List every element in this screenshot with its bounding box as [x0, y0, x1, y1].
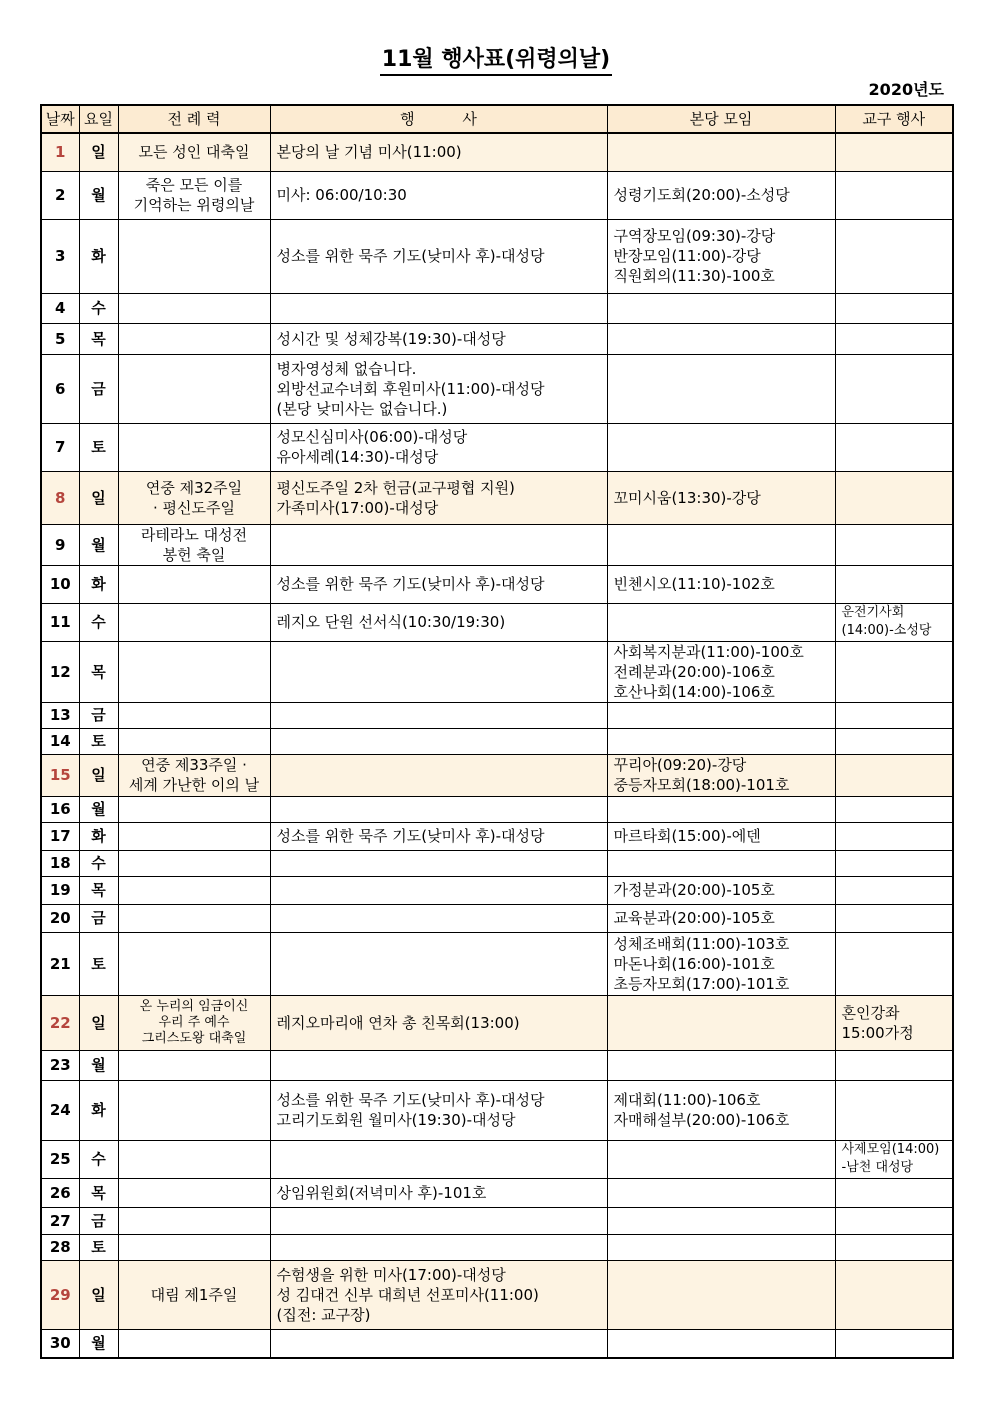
events-cell: [270, 354, 607, 423]
liturgy-cell: [118, 603, 270, 641]
liturgy-cell: [118, 171, 270, 219]
weekday-cell: 월: [79, 171, 118, 219]
liturgy-cell-line: 대림 제1주일: [150, 1285, 238, 1304]
parish-cell-line: 제대회(11:00)-106호: [613, 1091, 761, 1109]
events-cell-line: 상임위원회(저녁미사 후)-101호: [276, 1183, 487, 1202]
parish-cell: [607, 702, 835, 728]
diocese-cell: [835, 1178, 953, 1207]
events-cell: [270, 995, 607, 1050]
parish-cell: [607, 641, 835, 702]
events-cell: [270, 850, 607, 876]
liturgy-cell-line: 연중 제32주일: [145, 478, 243, 497]
events-cell: [270, 1329, 607, 1358]
parish-cell-line: 중등자모회(18:00)-101호: [613, 776, 790, 794]
date-cell: 7: [41, 423, 79, 471]
liturgy-cell: [118, 1080, 270, 1140]
table-row: [41, 995, 953, 1050]
diocese-cell: [835, 219, 953, 293]
weekday-cell: 금: [79, 904, 118, 932]
events-cell-line: 성모신심미사(06:00)-대성당: [276, 428, 468, 446]
schedule-table: [40, 104, 954, 1359]
table-row: [41, 354, 953, 423]
events-cell: [270, 603, 607, 641]
events-cell: [270, 293, 607, 323]
diocese-cell: [835, 603, 953, 641]
liturgy-cell: [118, 850, 270, 876]
date-cell: 10: [41, 565, 79, 603]
weekday-cell: 목: [79, 1178, 118, 1207]
events-cell-line: 성소를 위한 묵주 기도(낮미사 후)-대성당: [276, 1091, 545, 1109]
header-date: 날짜: [41, 105, 79, 133]
liturgy-cell: [118, 565, 270, 603]
events-cell-line: 미사: 06:00/10:30: [276, 186, 407, 204]
table-row: [41, 423, 953, 471]
table-row: [41, 1329, 953, 1358]
parish-cell: [607, 133, 835, 171]
liturgy-cell: [118, 1207, 270, 1234]
parish-cell: [607, 323, 835, 354]
date-cell: 18: [41, 850, 79, 876]
parish-cell: [607, 1260, 835, 1329]
diocese-cell: [835, 850, 953, 876]
parish-cell-line: 빈첸시오(11:10)-102호: [613, 575, 775, 593]
weekday-cell: 수: [79, 603, 118, 641]
liturgy-cell: [118, 1234, 270, 1260]
liturgy-cell: [118, 796, 270, 822]
diocese-cell: [835, 423, 953, 471]
events-cell: [270, 323, 607, 354]
weekday-cell: 금: [79, 1207, 118, 1234]
parish-cell-line: 호산나회(14:00)-106호: [613, 682, 775, 701]
liturgy-cell: [118, 423, 270, 471]
weekday-cell: 일: [79, 133, 118, 171]
events-cell-line: 성시간 및 성체강복(19:30)-대성당: [276, 329, 506, 348]
events-cell: [270, 1178, 607, 1207]
liturgy-cell: [118, 728, 270, 754]
date-cell: 20: [41, 904, 79, 932]
table-row: [41, 219, 953, 293]
liturgy-cell-line: 세계 가난한 이의 날: [128, 776, 260, 794]
diocese-cell-line: 사제모임(14:00): [841, 1142, 940, 1157]
events-cell: [270, 1260, 607, 1329]
events-cell-line: 유아세례(14:30)-대성당: [276, 448, 439, 466]
events-cell-line: (집전: 교구장): [276, 1305, 371, 1324]
events-cell: [270, 822, 607, 850]
table-row: [41, 850, 953, 876]
parish-cell: [607, 1050, 835, 1080]
events-cell: [270, 1207, 607, 1234]
parish-cell-line: 성령기도회(20:00)-소성당: [613, 186, 790, 204]
parish-cell: [607, 1178, 835, 1207]
header-parish: 본당 모임: [607, 105, 835, 133]
table-row: [41, 1080, 953, 1140]
liturgy-cell: [118, 1140, 270, 1178]
diocese-cell: [835, 323, 953, 354]
events-cell: [270, 219, 607, 293]
table-row: [41, 603, 953, 641]
date-cell: 25: [41, 1140, 79, 1178]
date-cell: 11: [41, 603, 79, 641]
parish-cell-line: 꾸리아(09:20)-강당: [613, 756, 747, 774]
table-row: [41, 171, 953, 219]
diocese-cell: [835, 728, 953, 754]
weekday-cell: 화: [79, 822, 118, 850]
events-cell-line: 병자영성체 없습니다.: [276, 359, 417, 378]
parish-cell-line: 초등자모회(17:00)-101호: [613, 974, 790, 993]
liturgy-cell-line: 그리스도왕 대축일: [141, 1030, 247, 1046]
weekday-cell: 수: [79, 850, 118, 876]
liturgy-cell: [118, 354, 270, 423]
weekday-cell: 토: [79, 423, 118, 471]
date-cell: 21: [41, 932, 79, 995]
title-text: 11월 행사표(위령의날): [380, 47, 612, 76]
liturgy-cell-line: 봉헌 축일: [162, 545, 226, 564]
diocese-cell: [835, 1080, 953, 1140]
parish-cell: [607, 1234, 835, 1260]
date-cell: 1: [41, 133, 79, 171]
parish-cell-line: 꼬미시움(13:30)-강당: [613, 488, 761, 507]
parish-cell-line: 자매해설부(20:00)-106호: [613, 1111, 790, 1129]
table-row: [41, 1178, 953, 1207]
diocese-cell: [835, 1140, 953, 1178]
table-row: [41, 754, 953, 796]
diocese-cell: [835, 796, 953, 822]
date-cell: 16: [41, 796, 79, 822]
events-cell-line: 성소를 위한 묵주 기도(낮미사 후)-대성당: [276, 575, 545, 593]
events-cell: [270, 1050, 607, 1080]
table-row: [41, 1234, 953, 1260]
parish-cell: [607, 995, 835, 1050]
date-cell: 3: [41, 219, 79, 293]
parish-cell: [607, 932, 835, 995]
diocese-cell: [835, 1207, 953, 1234]
date-cell: 4: [41, 293, 79, 323]
diocese-cell: [835, 524, 953, 565]
liturgy-cell: [118, 641, 270, 702]
events-cell: [270, 932, 607, 995]
parish-cell: [607, 904, 835, 932]
liturgy-cell: [118, 1329, 270, 1358]
parish-cell: [607, 1329, 835, 1358]
date-cell: 6: [41, 354, 79, 423]
events-cell: [270, 471, 607, 524]
date-cell: 13: [41, 702, 79, 728]
diocese-cell: [835, 133, 953, 171]
table-row: [41, 822, 953, 850]
parish-cell: [607, 219, 835, 293]
diocese-cell-line: 운전기사회: [841, 605, 905, 620]
weekday-cell: 월: [79, 1329, 118, 1358]
diocese-cell: [835, 565, 953, 603]
events-cell: [270, 641, 607, 702]
parish-cell: [607, 822, 835, 850]
weekday-cell: 토: [79, 1234, 118, 1260]
liturgy-cell-line: 모든 성인 대축일: [138, 143, 250, 162]
weekday-cell: 화: [79, 1080, 118, 1140]
liturgy-cell: [118, 323, 270, 354]
weekday-cell: 월: [79, 1050, 118, 1080]
parish-cell: [607, 471, 835, 524]
diocese-cell: [835, 1329, 953, 1358]
date-cell: 19: [41, 876, 79, 904]
weekday-cell: 일: [79, 995, 118, 1050]
table-row: [41, 876, 953, 904]
events-cell-line: 수험생을 위한 미사(17:00)-대성당: [276, 1265, 506, 1284]
table-row: [41, 323, 953, 354]
date-cell: 29: [41, 1260, 79, 1329]
date-cell: 12: [41, 641, 79, 702]
weekday-cell: 수: [79, 293, 118, 323]
weekday-cell: 일: [79, 1260, 118, 1329]
diocese-cell-line: (14:00)-소성당: [841, 623, 932, 638]
parish-cell-line: 마돈나회(16:00)-101호: [613, 954, 775, 973]
events-cell: [270, 524, 607, 565]
parish-cell: [607, 1207, 835, 1234]
table-row: [41, 904, 953, 932]
date-cell: 23: [41, 1050, 79, 1080]
events-cell: [270, 1080, 607, 1140]
events-cell-line: 외방선교수녀회 후원미사(11:00)-대성당: [276, 379, 545, 398]
parish-cell: [607, 603, 835, 641]
table-row: [41, 133, 953, 171]
liturgy-cell: [118, 904, 270, 932]
date-cell: 15: [41, 754, 79, 796]
parish-cell-line: 반장모임(11:00)-강당: [613, 247, 761, 265]
parish-cell-line: 구역장모임(09:30)-강당: [613, 227, 776, 245]
table-row: [41, 565, 953, 603]
weekday-cell: 금: [79, 354, 118, 423]
liturgy-cell-line: 기억하는 위령의날: [133, 196, 255, 214]
header-row: [41, 105, 953, 133]
events-cell: [270, 904, 607, 932]
parish-cell: [607, 524, 835, 565]
table-row: [41, 728, 953, 754]
diocese-cell-line: -남천 대성당: [841, 1160, 914, 1175]
header-day: 요일: [79, 105, 118, 133]
table-row: [41, 932, 953, 995]
weekday-cell: 화: [79, 565, 118, 603]
year-label: 2020년도: [868, 80, 944, 99]
date-cell: 24: [41, 1080, 79, 1140]
diocese-cell-line: 혼인강좌: [841, 1003, 900, 1022]
diocese-cell: [835, 822, 953, 850]
header-liturgy: 전 례 력: [118, 105, 270, 133]
liturgy-cell-line: · 평신도주일: [153, 498, 235, 517]
header-diocese: 교구 행사: [835, 105, 953, 133]
table-row: [41, 471, 953, 524]
diocese-cell: [835, 876, 953, 904]
date-cell: 30: [41, 1329, 79, 1358]
parish-cell-line: 전례분과(20:00)-106호: [613, 662, 775, 681]
events-cell-line: 성소를 위한 묵주 기도(낮미사 후)-대성당: [276, 827, 545, 845]
diocese-cell: [835, 354, 953, 423]
liturgy-cell: [118, 1050, 270, 1080]
table-row: [41, 1207, 953, 1234]
events-cell: [270, 423, 607, 471]
weekday-cell: 일: [79, 754, 118, 796]
table-row: [41, 293, 953, 323]
events-cell: [270, 702, 607, 728]
events-cell-line: 레지오 단원 선서식(10:30/19:30): [276, 613, 506, 631]
parish-cell-line: 사회복지분과(11:00)-100호: [613, 642, 804, 661]
diocese-cell: [835, 995, 953, 1050]
diocese-cell: [835, 1234, 953, 1260]
table-row: [41, 1050, 953, 1080]
events-cell-line: 평신도주일 2차 헌금(교구평협 지원): [276, 478, 515, 497]
weekday-cell: 금: [79, 702, 118, 728]
events-cell-line: 본당의 날 기념 미사(11:00): [276, 143, 462, 162]
liturgy-cell: [118, 293, 270, 323]
parish-cell: [607, 728, 835, 754]
events-cell: [270, 133, 607, 171]
diocese-cell: [835, 904, 953, 932]
diocese-cell: [835, 932, 953, 995]
parish-cell: [607, 876, 835, 904]
liturgy-cell: [118, 1260, 270, 1329]
parish-cell: [607, 1080, 835, 1140]
weekday-cell: 일: [79, 471, 118, 524]
parish-cell-line: 직원회의(11:30)-100호: [613, 267, 775, 285]
diocese-cell-line: 15:00가정: [841, 1023, 914, 1042]
parish-cell: [607, 1140, 835, 1178]
liturgy-cell: [118, 754, 270, 796]
date-cell: 9: [41, 524, 79, 565]
liturgy-cell: [118, 1178, 270, 1207]
weekday-cell: 목: [79, 641, 118, 702]
diocese-cell: [835, 1050, 953, 1080]
date-cell: 14: [41, 728, 79, 754]
events-cell: [270, 796, 607, 822]
liturgy-cell-line: 죽은 모든 이를: [145, 176, 243, 194]
parish-cell: [607, 565, 835, 603]
date-cell: 17: [41, 822, 79, 850]
events-cell: [270, 728, 607, 754]
diocese-cell: [835, 641, 953, 702]
weekday-cell: 수: [79, 1140, 118, 1178]
events-cell-line: 성 김대건 신부 대희년 선포미사(11:00): [276, 1285, 539, 1304]
events-cell-line: 가족미사(17:00)-대성당: [276, 498, 439, 517]
date-cell: 22: [41, 995, 79, 1050]
diocese-cell: [835, 754, 953, 796]
liturgy-cell: [118, 471, 270, 524]
events-cell-line: 고리기도회원 월미사(19:30)-대성당: [276, 1111, 516, 1129]
weekday-cell: 토: [79, 728, 118, 754]
events-cell: [270, 1140, 607, 1178]
parish-cell-line: 마르타회(15:00)-에덴: [613, 827, 761, 845]
liturgy-cell: [118, 702, 270, 728]
parish-cell: [607, 796, 835, 822]
parish-cell-line: 교육분과(20:00)-105호: [613, 909, 775, 927]
header-events: 행 사: [270, 105, 607, 133]
page-title: [0, 42, 992, 73]
date-cell: 5: [41, 323, 79, 354]
liturgy-cell: [118, 524, 270, 565]
table-row: [41, 641, 953, 702]
parish-cell-line: 가정분과(20:00)-105호: [613, 881, 775, 899]
events-cell: [270, 565, 607, 603]
weekday-cell: 월: [79, 796, 118, 822]
events-cell: [270, 1234, 607, 1260]
weekday-cell: 토: [79, 932, 118, 995]
schedule-body: [41, 133, 953, 1358]
table-row: [41, 796, 953, 822]
liturgy-cell: [118, 876, 270, 904]
diocese-cell: [835, 702, 953, 728]
liturgy-cell-line: 연중 제33주일 ·: [141, 756, 247, 774]
weekday-cell: 목: [79, 323, 118, 354]
events-cell: [270, 876, 607, 904]
events-cell-line: 레지오마리애 연차 총 친목회(13:00): [276, 1013, 520, 1032]
date-cell: 2: [41, 171, 79, 219]
table-row: [41, 1260, 953, 1329]
diocese-cell: [835, 293, 953, 323]
date-cell: 28: [41, 1234, 79, 1260]
weekday-cell: 목: [79, 876, 118, 904]
liturgy-cell: [118, 219, 270, 293]
events-cell: [270, 754, 607, 796]
liturgy-cell-line: 라테라노 대성전: [140, 525, 248, 544]
liturgy-cell-line: 우리 주 예수: [158, 1014, 230, 1030]
liturgy-cell: [118, 995, 270, 1050]
liturgy-cell: [118, 932, 270, 995]
diocese-cell: [835, 1260, 953, 1329]
date-cell: 27: [41, 1207, 79, 1234]
diocese-cell: [835, 171, 953, 219]
events-cell-line: 성소를 위한 묵주 기도(낮미사 후)-대성당: [276, 247, 545, 265]
liturgy-cell: [118, 133, 270, 171]
weekday-cell: 화: [79, 219, 118, 293]
parish-cell: [607, 293, 835, 323]
parish-cell: [607, 423, 835, 471]
date-cell: 8: [41, 471, 79, 524]
table-row: [41, 1140, 953, 1178]
liturgy-cell: [118, 822, 270, 850]
table-row: [41, 702, 953, 728]
events-cell: [270, 171, 607, 219]
parish-cell: [607, 754, 835, 796]
table-row: [41, 524, 953, 565]
events-cell-line: (본당 낮미사는 없습니다.): [276, 399, 448, 418]
liturgy-cell-line: 온 누리의 임금이신: [139, 998, 249, 1014]
diocese-cell: [835, 471, 953, 524]
parish-cell: [607, 850, 835, 876]
parish-cell-line: 성체조배회(11:00)-103호: [613, 934, 790, 953]
parish-cell: [607, 354, 835, 423]
date-cell: 26: [41, 1178, 79, 1207]
weekday-cell: 월: [79, 524, 118, 565]
parish-cell: [607, 171, 835, 219]
